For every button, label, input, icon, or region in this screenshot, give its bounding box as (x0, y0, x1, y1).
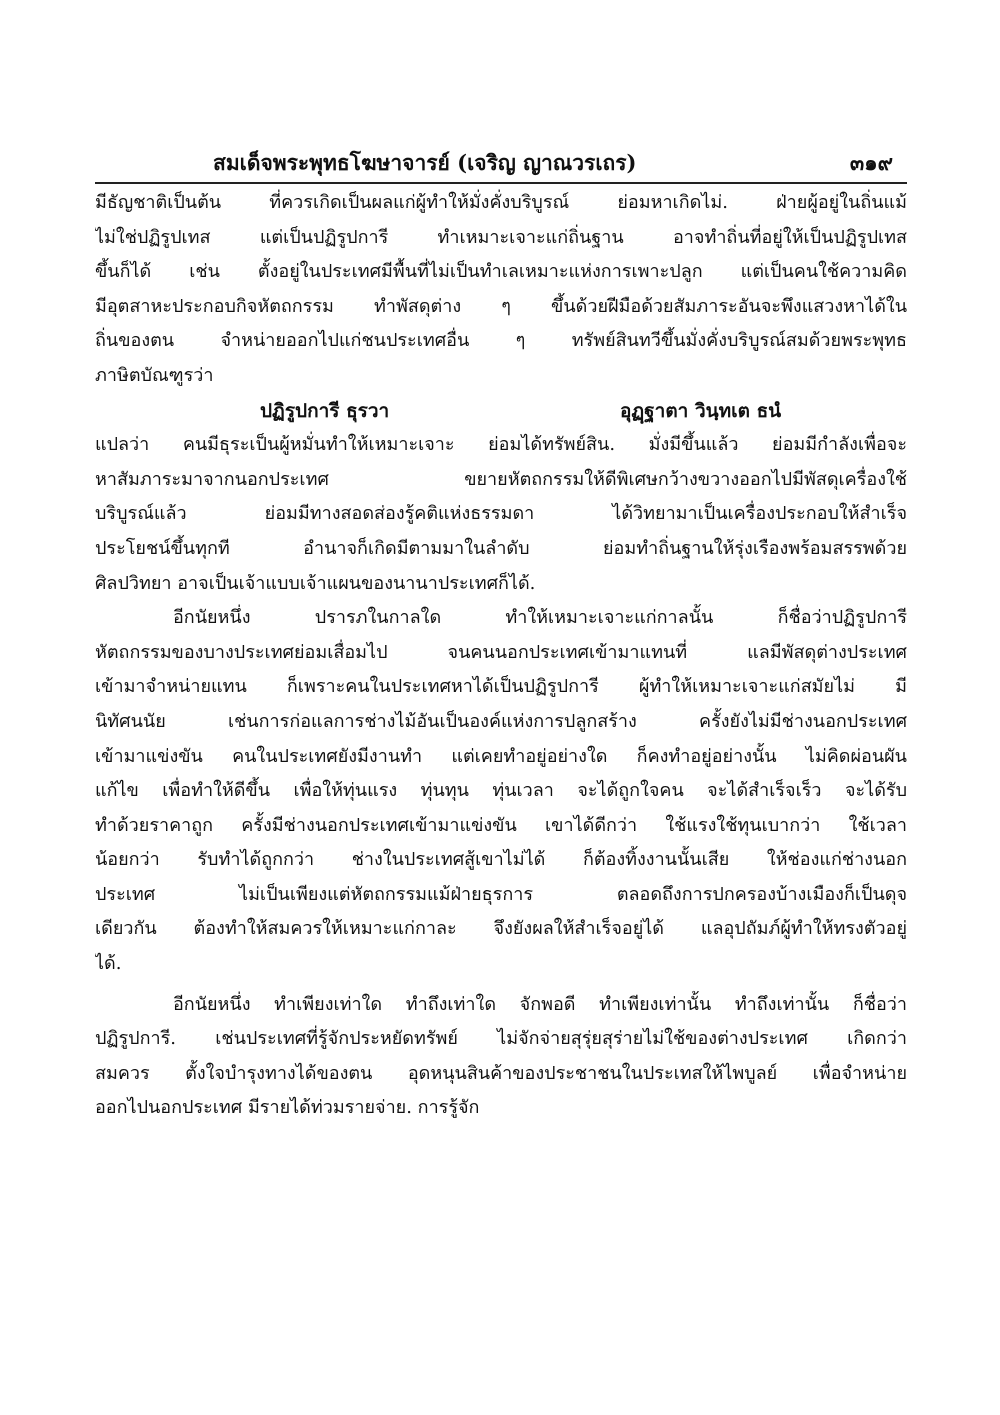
text-line: มีธัญชาติเป็นต้น ที่ควรเกิดเป็นผลแก่ผู้ทำให้มั่งคั่งบริบูรณ์ ย่อมหาเกิดไม่. ฝ่ายผู้อยู่ในถิ่นแม้ (95, 192, 907, 213)
text-line: ขึ้นก็ได้ เช่น ตั้งอยู่ในประเทศมีพื้นที่ไม่เป็นทำเลเหมาะแห่งการเพาะปลูก แต่เป็นคนใช้ความคิด (95, 261, 907, 283)
text-line: แก้ไข เพื่อทำให้ดีขึ้น เพื่อให้ทุ่นแรง ทุ่นทุน ทุ่นเวลา จะได้ถูกใจคน จะได้สำเร็จเร็ว จะได้รับ (95, 780, 907, 802)
text-line: หาสัมภาระมาจากนอกประเทศ ขยายหัตถกรรมให้ดีพิเศษกว้างขวางออกไปมีพัสดุเครื่องใช้ (95, 468, 907, 490)
text-line: ประเทศ ไม่เป็นเพียงแต่หัตถกรรมแม้ฝ่ายธุรการ ตลอดถึงการปกครองบ้างเมืองก็เป็นดุจ (95, 883, 907, 905)
text-line: ทำด้วยราคาถูก ครั้งมีช่างนอกประเทศเข้ามาแข่งขัน เขาได้ดีกว่า ใช้แรงใช้ทุนเบากว่า ใช้เวลา (95, 814, 907, 836)
paragraph-3 (95, 601, 907, 982)
text-line: ได้. (95, 953, 122, 975)
paragraph-4 (95, 988, 907, 1126)
text-line: ภาษิตบัณฑูรว่า (95, 364, 214, 386)
text-line: อีกนัยหนึ่ง ทำเพียงเท่าใด ทำถึงเท่าใด จักพอดี ทำเพียงเท่านั้น ทำถึงเท่านั้น ก็ชื่อว่า (173, 993, 907, 1015)
text-line: เข้ามาจำหน่ายแทน ก็เพราะคนในประเทศหาได้เป็นปฏิรูปการี ผู้ทำให้เหมาะเจาะแก่สมัยไม่ มี (95, 676, 907, 698)
running-header (95, 148, 907, 184)
page-number: ๓๑๙ (849, 150, 893, 175)
text-line: ปฏิรูปการี. เช่นประเทศที่รู้จักประหยัดทรัพย์ ไม่จักจ่ายสุรุ่ยสุร่ายไม่ใช้ของต่างประเทศ เกิดกว่า (95, 1028, 907, 1050)
text-line: หัตถกรรมของบางประเทศย่อมเสื่อมไป จนคนนอกประเทศเข้ามาแทนที่ แลมีพัสดุต่างประเทศ (95, 641, 907, 663)
body-text (95, 186, 907, 1126)
header-divider (95, 182, 907, 184)
paragraph-2 (95, 428, 907, 601)
text-line: มีอุตสาหะประกอบกิจหัตถกรรม ทำพัสดุต่าง ๆ ขึ้นด้วยฝีมือด้วยสัมภาระอันจะพึงแสวงหาได้ใน (95, 295, 907, 317)
verse-second-half: อุฏฺฐาตา วินฺทเต ธนํ (620, 399, 782, 422)
paragraph-1 (95, 186, 907, 394)
pali-verse (95, 394, 907, 429)
text-line: บริบูรณ์แล้ว ย่อมมีทางสอดส่องรู้คติแห่งธรรมดา ได้วิทยามาเป็นเครื่องประกอบให้สำเร็จ (95, 503, 907, 525)
text-line: ไม่ใช่ปฏิรูปเทส แต่เป็นปฏิรูปการี ทำเหมาะเจาะแก่ถิ่นฐาน อาจทำถิ่นที่อยู่ให้เป็นปฏิรูปเทส (95, 226, 907, 248)
text-line: ถิ่นของตน จำหน่ายออกไปแก่ชนประเทศอื่น ๆ ทรัพย์สินทวีขึ้นมั่งคั่งบริบูรณ์สมด้วยพระพุทธ (95, 330, 907, 352)
text-line: เข้ามาแข่งขัน คนในประเทศยังมีงานทำ แต่เคยทำอยู่อย่างใด ก็คงทำอยู่อย่างนั้น ไม่คิดผ่อนผัน (95, 745, 907, 767)
text-line: นิทัศนนัย เช่นการก่อแลการช่างไม้อันเป็นองค์แห่งการปลูกสร้าง ครั้งยังไม่มีช่างนอกประเทศ (95, 710, 907, 732)
text-line: อีกนัยหนึ่ง ปรารภในกาลใด ทำให้เหมาะเจาะแก่กาลนั้น ก็ชื่อว่าปฏิรูปการี (173, 607, 907, 629)
text-line: น้อยกว่า รับทำได้ถูกกว่า ช่างในประเทศสู้เขาไม่ได้ ก็ต้องทิ้งงานนั้นเสีย ให้ช่องแก่ช่างนอก (95, 849, 907, 871)
text-line: ประโยชน์ขึ้นทุกที อำนาจก็เกิดมีตามมาในลำดับ ย่อมทำถิ่นฐานให้รุ่งเรืองพร้อมสรรพด้วย (95, 537, 907, 559)
text-line: ศิลปวิทยา อาจเป็นเจ้าแบบเจ้าแผนของนานาประเทศก็ได้. (95, 572, 536, 594)
text-line: ออกไปนอกประเทศ มีรายได้ท่วมรายจ่าย. การรู้จัก (95, 1097, 480, 1119)
verse-first-half: ปฏิรูปการี ธุรวา (260, 399, 390, 422)
text-line: เดียวกัน ต้องทำให้สมควรให้เหมาะแก่กาละ จึงยังผลให้สำเร็จอยู่ได้ แลอุปถัมภ์ผู้ทำให้ทรงตัวอยู่ (95, 918, 907, 940)
header-title: สมเด็จพระพุทธโฆษาจารย์ (เจริญ ญาณวรเถร) (213, 150, 637, 175)
text-line: สมควร ตั้งใจบำรุงทางได้ของตน อุดหนุนสินค้าของประชาชนในประเทสให้ไพบูลย์ เพื่อจำหน่าย (95, 1062, 907, 1084)
text-line: แปลว่า คนมีธุระเป็นผู้หมั่นทำให้เหมาะเจาะ ย่อมได้ทรัพย์สิน. มั่งมีขึ้นแล้ว ย่อมมีกำลังเพื่อจะ (95, 434, 907, 456)
